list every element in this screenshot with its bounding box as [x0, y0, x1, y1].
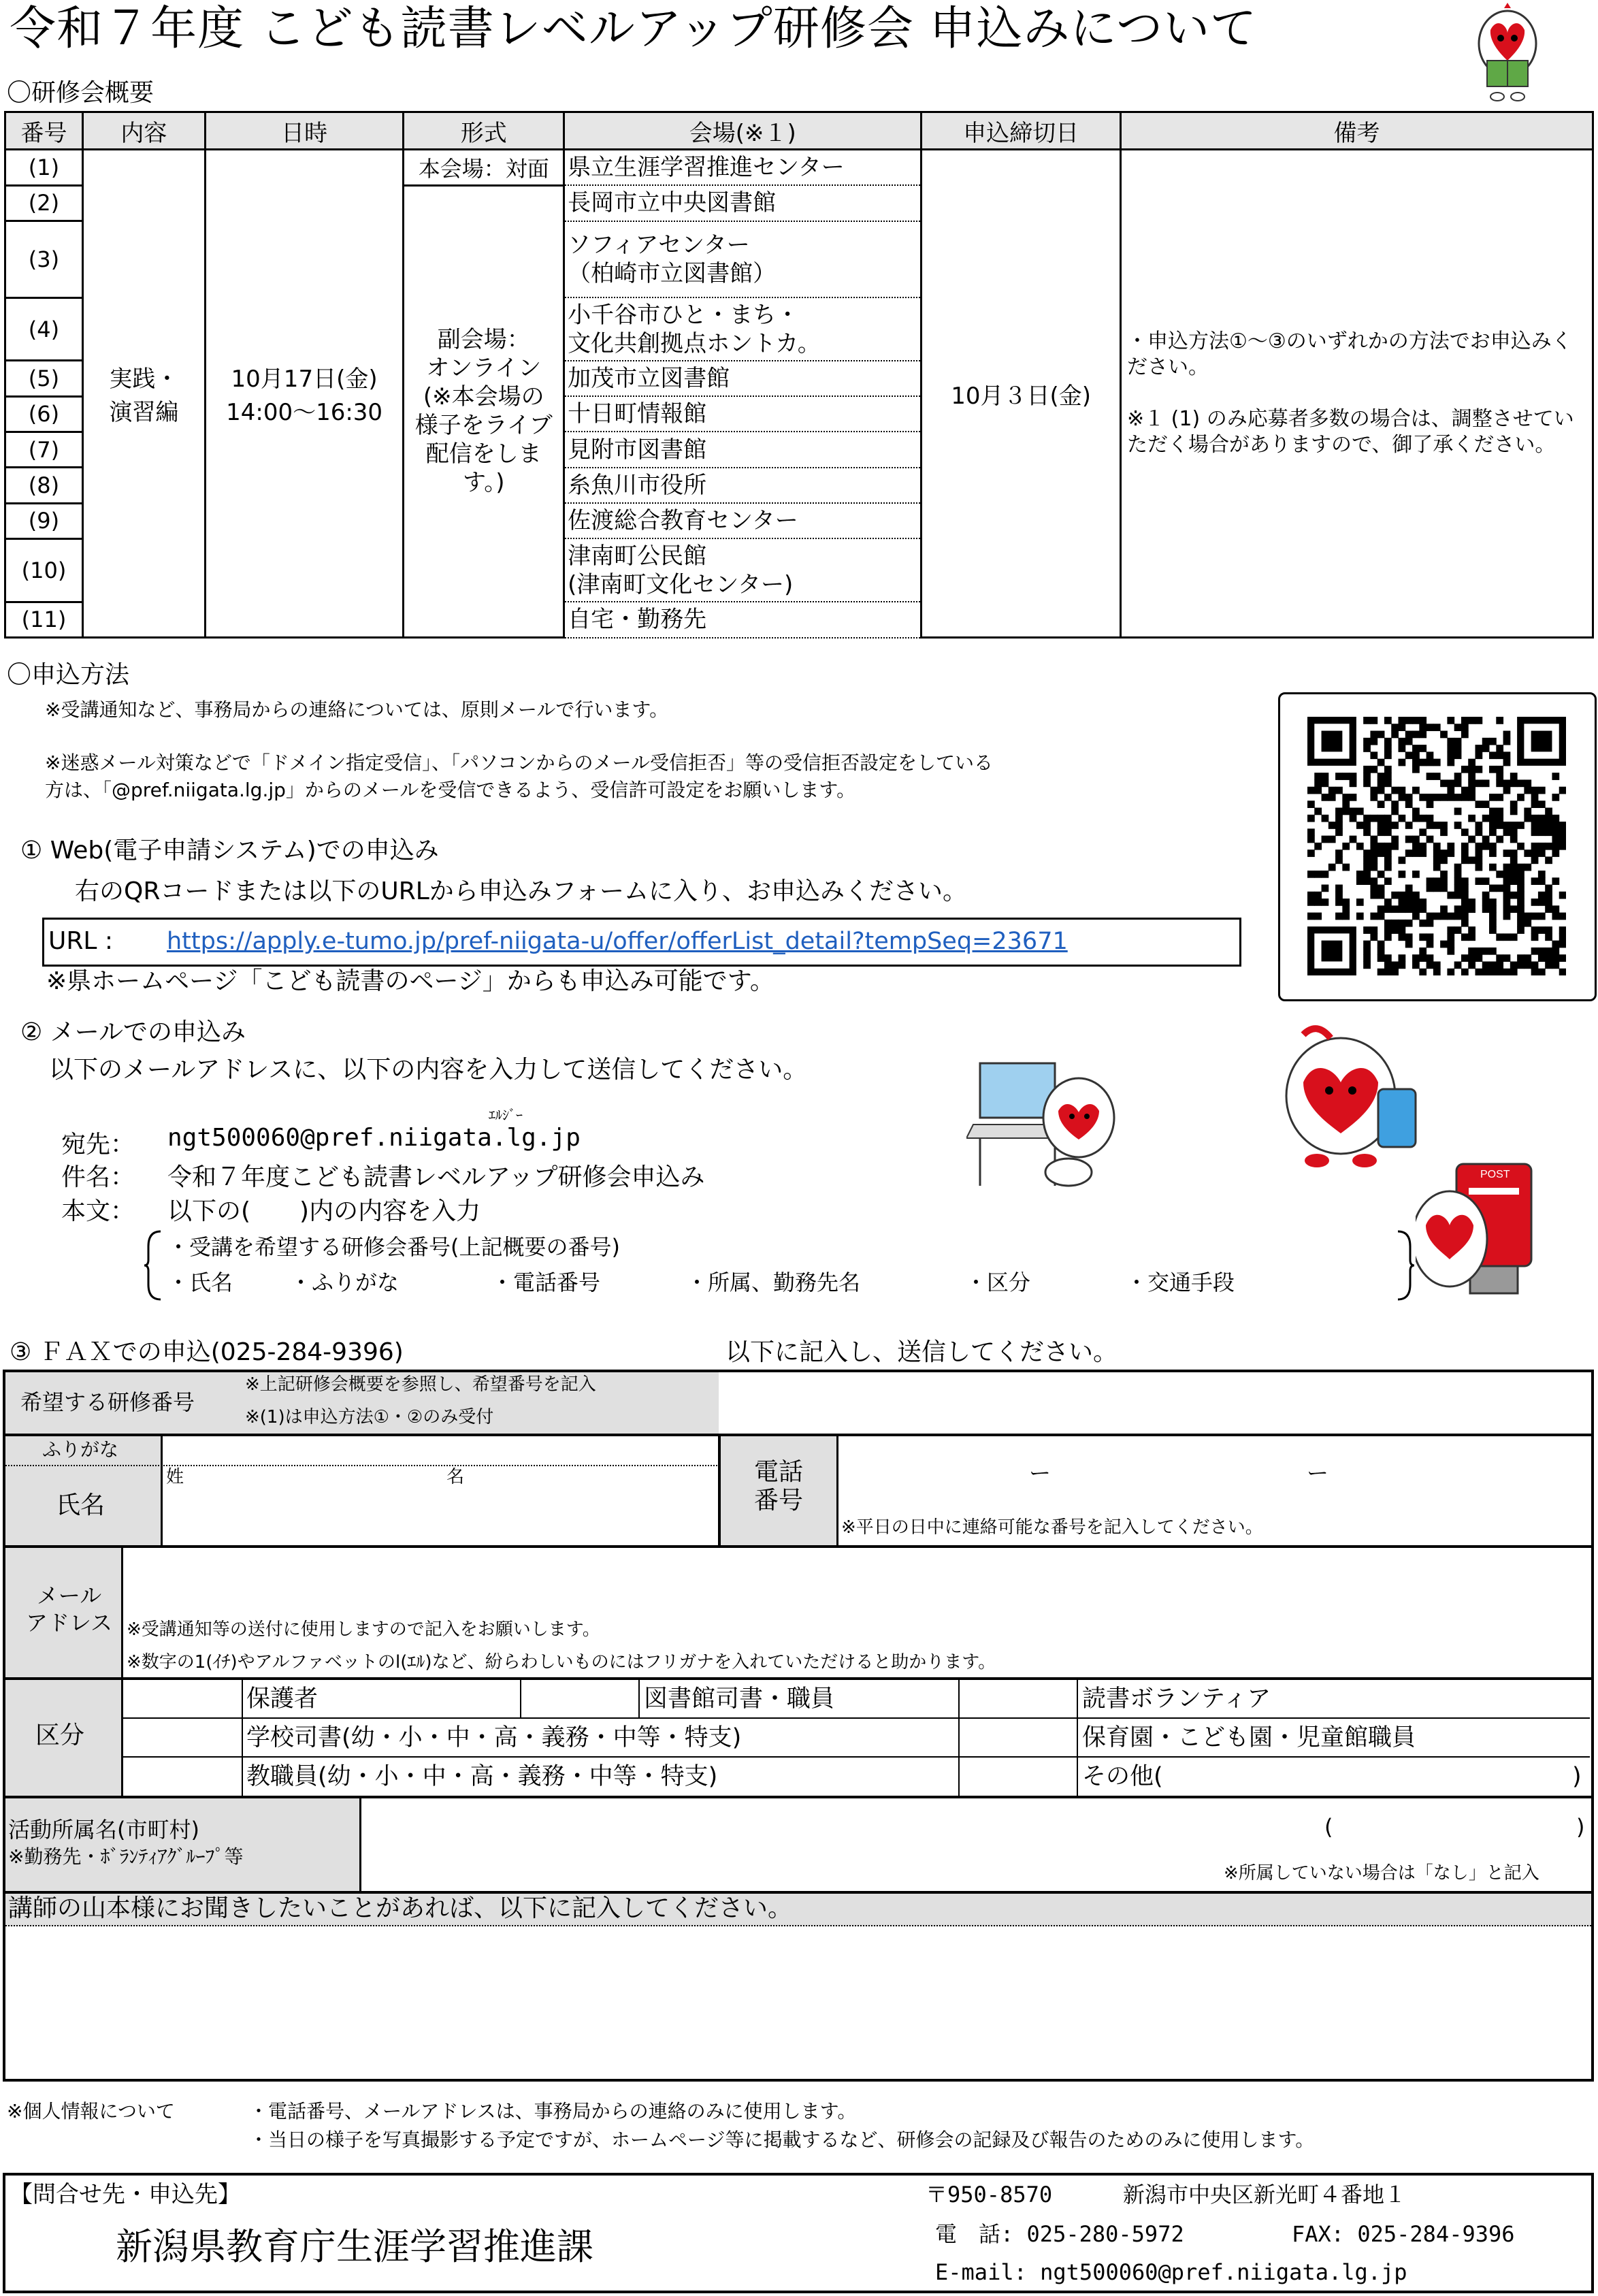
- kubun-label: 区分: [35, 1721, 85, 1749]
- header-deadline: 申込締切日: [922, 112, 1121, 150]
- contact-email[interactable]: E-mail: ngt500060@pref.niigata.lg.jp: [935, 2259, 1407, 2285]
- kubun-school-librarian: 学校司書(幼・小・中・高・義務・中等・特支): [246, 1724, 742, 1751]
- fax-method-heading: ③ ＦＡＸでの申込(025-284-9396): [10, 1338, 404, 1366]
- page-title: 令和７年度 こども読書レベルアップ研修会 申込みについて: [10, 2, 1258, 56]
- bracket-right-icon: [1395, 1229, 1416, 1301]
- mascot-reading-icon: [1470, 3, 1545, 105]
- kubun-check-school-librarian[interactable]: [123, 1719, 242, 1756]
- phone-dash-1: ー: [1029, 1460, 1051, 1486]
- katsudo-note: ※所属していない場合は「なし」と記入: [1224, 1863, 1539, 1883]
- contact-label: 【問合せ先・申込先】: [10, 2181, 241, 2208]
- phone-input[interactable]: [838, 1438, 1590, 1513]
- header-format: 形式: [404, 112, 564, 150]
- mail-item-furigana: ・ふりがな: [290, 1270, 400, 1295]
- sei-label: 姓: [166, 1467, 184, 1487]
- venue-cell: ソフィアセンター （柏崎市立図書館）: [564, 221, 922, 298]
- venue-cell: 自宅・勤務先: [564, 602, 922, 637]
- web-method-heading: ① Web(電子申請システム)での申込み: [20, 837, 439, 864]
- kibou-note-2: ※(1)は申込方法①・②のみ受付: [245, 1407, 494, 1427]
- datetime-cell: 10月17日(金) 14:00～16:30: [205, 150, 404, 638]
- contact-tel: 電 話: 025-280-5972: [935, 2221, 1184, 2247]
- katsudo-paren-open: (: [1324, 1814, 1333, 1840]
- phone-dash-2: ー: [1307, 1460, 1329, 1486]
- kubun-librarian: 図書館司書・職員: [644, 1685, 835, 1713]
- furigana-input[interactable]: [163, 1436, 718, 1464]
- row-number: (8): [5, 468, 83, 503]
- contact-address: 新潟市中央区新光町４番地１: [1123, 2182, 1407, 2208]
- mail-item-category: ・区分: [965, 1270, 1031, 1295]
- email-note-1: ※受講通知等の送付に使用しますので記入をお願いします。: [127, 1619, 600, 1640]
- venue-cell: 佐渡総合教育センター: [564, 503, 922, 538]
- kubun-guardian: 保護者: [246, 1685, 319, 1713]
- katsudo-sub: ※勤務先・ﾎﾞﾗﾝﾃｨｱｸﾞﾙｰﾌﾟ等: [8, 1845, 244, 1868]
- kubun-check-librarian[interactable]: [521, 1680, 638, 1717]
- header-number: 番号: [5, 112, 83, 150]
- katsudo-input[interactable]: [361, 1800, 1590, 1857]
- bracket-left-icon: [143, 1229, 163, 1301]
- mail-method-heading: ② メールでの申込み: [20, 1018, 246, 1046]
- web-method-text: 右のQRコードまたは以下のURLから申込みフォームに入り、お申込みください。: [75, 877, 967, 905]
- overview-table: [4, 111, 1594, 638]
- row-number: (10): [5, 538, 83, 602]
- mail-method-text: 以下のメールアドレスに、以下の内容を入力して送信してください。: [49, 1056, 808, 1084]
- header-venue: 会場(※１): [564, 112, 922, 150]
- fax-method-text: 以下に記入し、送信してください。: [725, 1338, 1118, 1366]
- header-datetime: 日時: [205, 112, 404, 150]
- contact-org: 新潟県教育庁生涯学習推進課: [116, 2225, 593, 2268]
- name-label: 氏名: [56, 1491, 105, 1519]
- mascot-computer-icon: [966, 1056, 1123, 1193]
- kubun-nursery: 保育園・こども園・児童館職員: [1082, 1724, 1416, 1751]
- venue-cell: 長岡市立中央図書館: [564, 185, 922, 221]
- kubun-check-teacher[interactable]: [123, 1758, 242, 1796]
- email-note-2: ※数字の1(ｲﾁ)やアルファベットのl(ｴﾙ)など、紛らわしいものにはフリガナを入れていただけると助かります。: [127, 1652, 996, 1672]
- privacy-label: ※個人情報について: [7, 2100, 175, 2122]
- mail-body: 以下の( )内の内容を入力: [167, 1197, 481, 1225]
- mascot-phone-icon: [1276, 1021, 1433, 1178]
- qr-code-icon[interactable]: [1307, 717, 1566, 975]
- kubun-check-guardian[interactable]: [123, 1680, 242, 1717]
- kibou-note-1: ※上記研修会概要を参照し、希望番号を記入: [245, 1374, 596, 1395]
- kubun-check-other[interactable]: [960, 1758, 1077, 1796]
- url-label: URL :: [48, 927, 113, 955]
- web-method-note: ※県ホームページ「こども読書のページ」からも申込み可能です。: [46, 967, 774, 995]
- venue-cell: 小千谷市ひと・まち・ 文化共創拠点ホントカ。: [564, 297, 922, 361]
- row-number: (11): [5, 602, 83, 637]
- privacy-line-1: ・電話番号、メールアドレスは、事務局からの連絡のみに使用します。: [249, 2100, 857, 2122]
- kubun-teacher: 教職員(幼・小・中・高・義務・中等・特支): [246, 1763, 718, 1790]
- mail-to-label: 宛先：: [61, 1131, 135, 1159]
- email-label: メール アドレス: [26, 1583, 113, 1636]
- mail-subject: 令和７年度こども読書レベルアップ研修会申込み: [167, 1163, 705, 1191]
- row-number: (7): [5, 432, 83, 467]
- venue-cell: 糸魚川市役所: [564, 468, 922, 503]
- kubun-other: その他(: [1082, 1763, 1163, 1790]
- method-note-1: ※受講通知など、事務局からの連絡については、原則メールで行います。: [45, 698, 669, 721]
- deadline-cell: 10月３日(金): [922, 150, 1121, 638]
- overview-header-row: [5, 112, 1593, 150]
- question-input[interactable]: [5, 1928, 1591, 2079]
- kibou-label: 希望する研修番号: [20, 1389, 195, 1415]
- mail-item-transport: ・交通手段: [1126, 1270, 1235, 1295]
- sub-format-cell: 副会場： オンライン (※本会場の 様子をライブ 配信をしま す。): [404, 185, 564, 637]
- row-number: (2): [5, 185, 83, 221]
- contact-fax: FAX: 025-284-9396: [1292, 2221, 1515, 2247]
- row-number: (1): [5, 150, 83, 185]
- phone-label: 電話 番号: [754, 1458, 804, 1515]
- content-cell: 実践・ 演習編: [82, 150, 205, 638]
- mail-to-address[interactable]: ngt500060@pref.niigata.lg.jp: [167, 1124, 581, 1152]
- mail-body-label: 本文：: [61, 1197, 135, 1225]
- kibou-input[interactable]: [720, 1372, 1590, 1434]
- email-input[interactable]: [123, 1549, 1590, 1617]
- privacy-line-2: ・当日の様子を写真撮影する予定ですが、ホームページ等に掲載するなど、研修会の記録及び報告のためのみに使用します。: [249, 2129, 1315, 2151]
- venue-cell: 津南町公民館 (津南町文化センター): [564, 538, 922, 602]
- header-notes: 備考: [1120, 112, 1593, 150]
- qr-frame: [1278, 692, 1597, 1001]
- kubun-other-input[interactable]: [1245, 1759, 1565, 1794]
- application-url-link[interactable]: https://apply.e-tumo.jp/pref-niigata-u/offer/offerList_detail?tempSeq=23671: [167, 928, 1068, 955]
- venue-cell: 十日町情報館: [564, 396, 922, 432]
- row-number: (6): [5, 396, 83, 432]
- mei-label: 名: [446, 1467, 465, 1487]
- furigana-label: ふりがな: [42, 1438, 119, 1461]
- venue-cell: 県立生涯学習推進センター: [564, 150, 922, 185]
- row-number: (9): [5, 503, 83, 538]
- header-content: 内容: [82, 112, 205, 150]
- row-number: (4): [5, 297, 83, 361]
- mail-item-affiliation: ・所属、勤務先名: [686, 1270, 861, 1295]
- notes-cell: ・申込方法①～③のいずれかの方法でお申込みください。 ※１ (1) のみ応募者多数の場合は、調整させていただく場合がありますので、御了承ください。: [1120, 150, 1593, 638]
- kubun-check-volunteer[interactable]: [960, 1680, 1077, 1717]
- method-heading: 〇申込方法: [7, 661, 130, 689]
- venue-cell: 加茂市立図書館: [564, 361, 922, 396]
- post-label: POST: [1480, 1169, 1510, 1180]
- mail-item-phone: ・電話番号: [491, 1270, 601, 1295]
- katsudo-paren-close: ): [1576, 1814, 1585, 1840]
- overview-heading: 〇研修会概要: [7, 79, 154, 107]
- method-note-2b: 方は、「@pref.niigata.lg.jp」からのメールを受信できるよう、受信許可設定をお願いします。: [45, 779, 856, 801]
- kubun-volunteer: 読書ボランティア: [1082, 1685, 1271, 1713]
- name-input[interactable]: [163, 1466, 718, 1544]
- mascot-post-icon: [1416, 1157, 1538, 1314]
- phone-note: ※平日の日中に連絡可能な番号を記入してください。: [841, 1517, 1263, 1538]
- row-number: (3): [5, 221, 83, 298]
- main-format-cell: 本会場：対面: [404, 150, 564, 185]
- kubun-other-close: ): [1572, 1763, 1582, 1790]
- mail-items-line-1: ・受講を希望する研修会番号(上記概要の番号): [167, 1234, 620, 1260]
- venue-cell: 見附市図書館: [564, 432, 922, 467]
- contact-postal: 〒950-8570: [926, 2182, 1053, 2208]
- url-box: [42, 918, 1241, 967]
- mail-item-name: ・氏名: [167, 1270, 233, 1295]
- ruby-el-g: ｴﾙｼﾞｰ: [489, 1107, 523, 1123]
- kubun-check-nursery[interactable]: [960, 1719, 1077, 1756]
- question-label: 講師の山本様にお聞きしたいことがあれば、以下に記入してください。: [8, 1894, 793, 1922]
- method-note-2a: ※迷惑メール対策などで「ドメイン指定受信」、「パソコンからのメール受信拒否」等の受信拒否設定をしている: [45, 751, 993, 774]
- row-number: (5): [5, 361, 83, 396]
- katsudo-label: 活動所属名(市町村): [8, 1817, 199, 1843]
- mail-subject-label: 件名：: [61, 1163, 135, 1191]
